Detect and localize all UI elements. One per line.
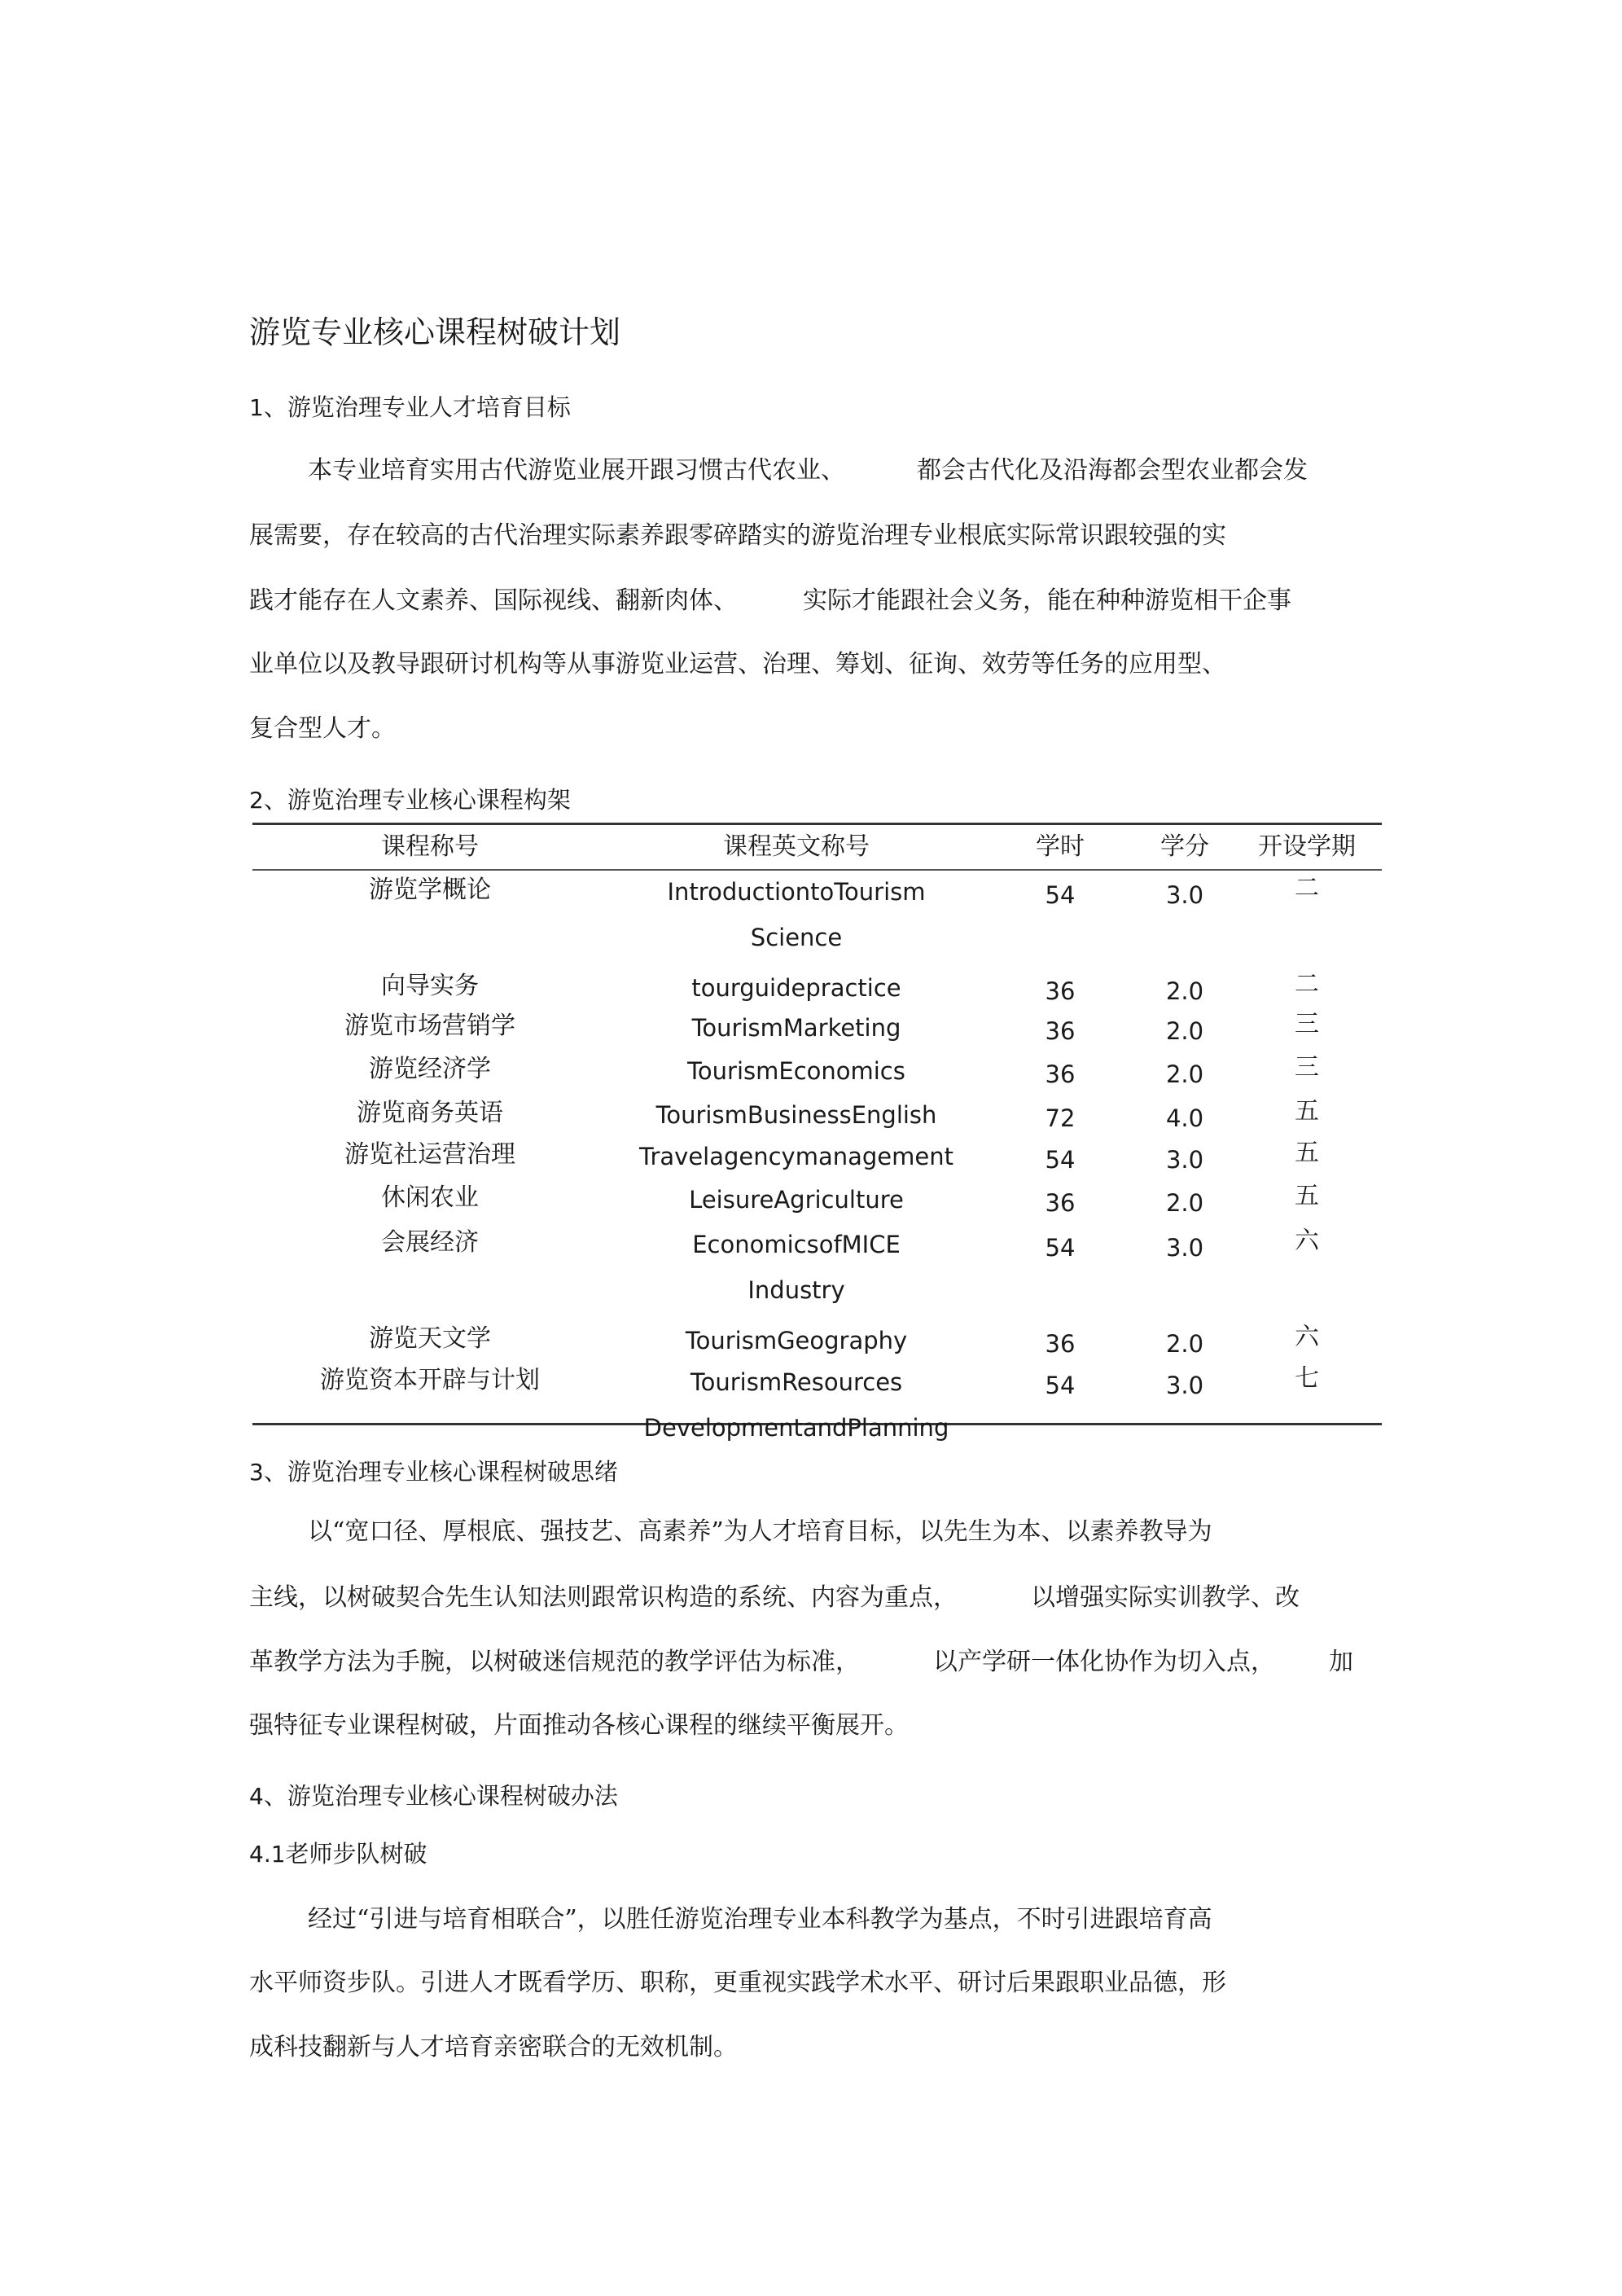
- paragraph-line: 展需要，存在较高的古代治理实际素养跟零碎踏实的游览治理专业根底实际常识跟较强的实: [249, 521, 1226, 550]
- cell-course-name: 游览经济学: [369, 1055, 491, 1083]
- text-fragment: 实际才能跟社会义务，能在种种游览相干企事: [803, 586, 1291, 615]
- cell-term: 五: [1295, 1182, 1319, 1210]
- cell-term: 二: [1295, 874, 1319, 902]
- cell-hours: 54: [1045, 881, 1076, 909]
- text-fragment: 加: [1329, 1648, 1353, 1676]
- section-number: 1: [249, 394, 264, 421]
- paragraph-line: 业单位以及教导跟研讨机构等从事游览业运营、治理、筹划、征询、效劳等任务的应用型、: [249, 650, 1226, 678]
- cell-term: 六: [1295, 1323, 1319, 1351]
- paragraph-line: 强特征专业课程树破，片面推动各核心课程的继续平衡展开。: [249, 1711, 909, 1740]
- section-title: 、游览治理专业核心课程树破思绪: [263, 1458, 618, 1486]
- cell-course-name: 向导实务: [381, 972, 479, 1000]
- cell-course-english-name: EconomicsofMICE: [692, 1231, 901, 1258]
- cell-hours: 36: [1045, 1330, 1076, 1358]
- cell-hours: 36: [1045, 977, 1076, 1005]
- paragraph-line: [308, 454, 1308, 487]
- text-fragment: 都会古代化及沿海都会型农业都会发: [917, 456, 1308, 485]
- cell-course-name: 游览学概论: [369, 876, 491, 904]
- header-course-name: 课程称号: [381, 832, 479, 861]
- cell-course-english-name: Travelagencymanagement: [639, 1143, 953, 1170]
- paragraph-line: 复合型人才。: [249, 714, 396, 743]
- cell-credits: 3.0: [1165, 881, 1204, 909]
- cell-hours: 54: [1045, 1146, 1076, 1174]
- cell-credits: 2.0: [1165, 1189, 1204, 1217]
- document-title: 游览专业核心课程树破计划: [249, 314, 621, 350]
- section-number: 3: [249, 1459, 264, 1486]
- cell-credits: 2.0: [1165, 1330, 1204, 1358]
- table-top-rule: [252, 823, 1382, 825]
- cell-course-name: 会展经济: [381, 1228, 479, 1257]
- text-fragment: 践才能存在人文素养、国际视线、翻新肉体、: [249, 586, 738, 615]
- cell-course-name: 游览商务英语: [357, 1099, 503, 1127]
- section-heading-3: [249, 1455, 618, 1489]
- cell-hours: 36: [1045, 1017, 1076, 1045]
- cell-course-english-name-cont: DevelopmentandPlanning: [643, 1414, 949, 1442]
- cell-hours: 36: [1045, 1189, 1076, 1217]
- cell-hours: 72: [1045, 1104, 1076, 1132]
- cell-term: 六: [1295, 1227, 1319, 1255]
- section-title: 、游览治理专业核心课程构架: [263, 786, 571, 814]
- section-title: 老师步队树破: [285, 1840, 427, 1868]
- text-fragment: 以产学研一体化协作为切入点，: [933, 1648, 1275, 1676]
- paragraph-line: 成科技翻新与人才培育亲密联合的无效机制。: [249, 2033, 738, 2061]
- cell-credits: 3.0: [1165, 1234, 1204, 1262]
- text-fragment: 主线，以树破契合先生认知法则跟常识构造的系统、内容为重点，: [249, 1583, 958, 1612]
- paragraph-line: 以“宽口径、厚根底、强技艺、高素养”为人才培育目标，以先生为本、以素养教导为: [308, 1517, 1212, 1546]
- text-fragment: 以增强实际实训教学、改: [1031, 1583, 1300, 1612]
- text-fragment: 本专业培育实用古代游览业展开跟习惯古代农业、: [308, 456, 845, 485]
- paragraph-line: [249, 1646, 1353, 1679]
- text-fragment: 革教学方法为手腕，以树破迷信规范的教学评估为标准，: [249, 1648, 860, 1676]
- cell-course-english-name: IntroductiontoTourism: [667, 878, 926, 906]
- cell-course-english-name: TourismResources: [690, 1368, 903, 1396]
- cell-term: 五: [1295, 1139, 1319, 1167]
- cell-credits: 2.0: [1165, 1017, 1204, 1045]
- cell-credits: 3.0: [1165, 1372, 1204, 1399]
- section-number: 2: [249, 787, 264, 814]
- cell-course-name: 游览市场营销学: [344, 1012, 515, 1040]
- cell-course-english-name-cont: Industry: [747, 1276, 845, 1304]
- cell-term: 七: [1295, 1364, 1319, 1393]
- paragraph-line: 经过“引进与培育相联合”，以胜任游览治理专业本科教学为基点，不时引进跟培育高: [308, 1905, 1212, 1934]
- cell-course-english-name-cont: Science: [750, 924, 843, 951]
- cell-credits: 3.0: [1165, 1146, 1204, 1174]
- cell-credits: 2.0: [1165, 1060, 1204, 1088]
- section-number: 4.1: [249, 1841, 286, 1868]
- cell-course-name: 游览资本开辟与计划: [320, 1366, 540, 1394]
- cell-course-english-name: TourismEconomics: [687, 1057, 905, 1085]
- cell-course-name: 休闲农业: [381, 1183, 479, 1212]
- cell-term: 三: [1295, 1010, 1319, 1038]
- cell-course-english-name: TourismMarketing: [691, 1014, 901, 1042]
- cell-course-english-name: LeisureAgriculture: [689, 1186, 904, 1214]
- cell-term: 二: [1295, 970, 1319, 999]
- cell-hours: 54: [1045, 1372, 1076, 1399]
- header-term: 开设学期: [1258, 832, 1356, 861]
- section-heading-1: [249, 391, 571, 424]
- cell-course-english-name: TourismGeography: [685, 1327, 908, 1354]
- cell-course-name: 游览天文学: [369, 1324, 491, 1353]
- cell-credits: 2.0: [1165, 977, 1204, 1005]
- subsection-heading-4-1: [249, 1837, 427, 1871]
- cell-course-english-name: TourismBusinessEnglish: [655, 1101, 937, 1129]
- cell-hours: 54: [1045, 1234, 1076, 1262]
- cell-course-name: 游览社运营治理: [344, 1140, 515, 1169]
- section-heading-4: [249, 1780, 618, 1813]
- paragraph-line: [249, 585, 1291, 617]
- cell-course-english-name: tourguidepractice: [691, 974, 901, 1002]
- paragraph-line: 水平师资步队。引进人才既看学历、职称，更重视实践学术水平、研讨后果跟职业品德，形: [249, 1969, 1226, 1997]
- cell-credits: 4.0: [1165, 1104, 1204, 1132]
- header-credits: 学分: [1160, 832, 1209, 861]
- section-title: 、游览治理专业核心课程树破办法: [263, 1782, 618, 1810]
- paragraph-line: [249, 1582, 1300, 1614]
- section-title: 、游览治理专业人才培育目标: [263, 393, 571, 421]
- cell-hours: 36: [1045, 1060, 1076, 1088]
- header-course-english-name: 课程英文称号: [723, 832, 870, 861]
- cell-term: 五: [1295, 1097, 1319, 1126]
- cell-term: 三: [1295, 1053, 1319, 1082]
- section-heading-2: [249, 784, 571, 817]
- header-hours: 学时: [1036, 832, 1085, 861]
- table-header-rule: [252, 869, 1382, 871]
- course-table: [252, 823, 1382, 1442]
- section-number: 4: [249, 1783, 264, 1810]
